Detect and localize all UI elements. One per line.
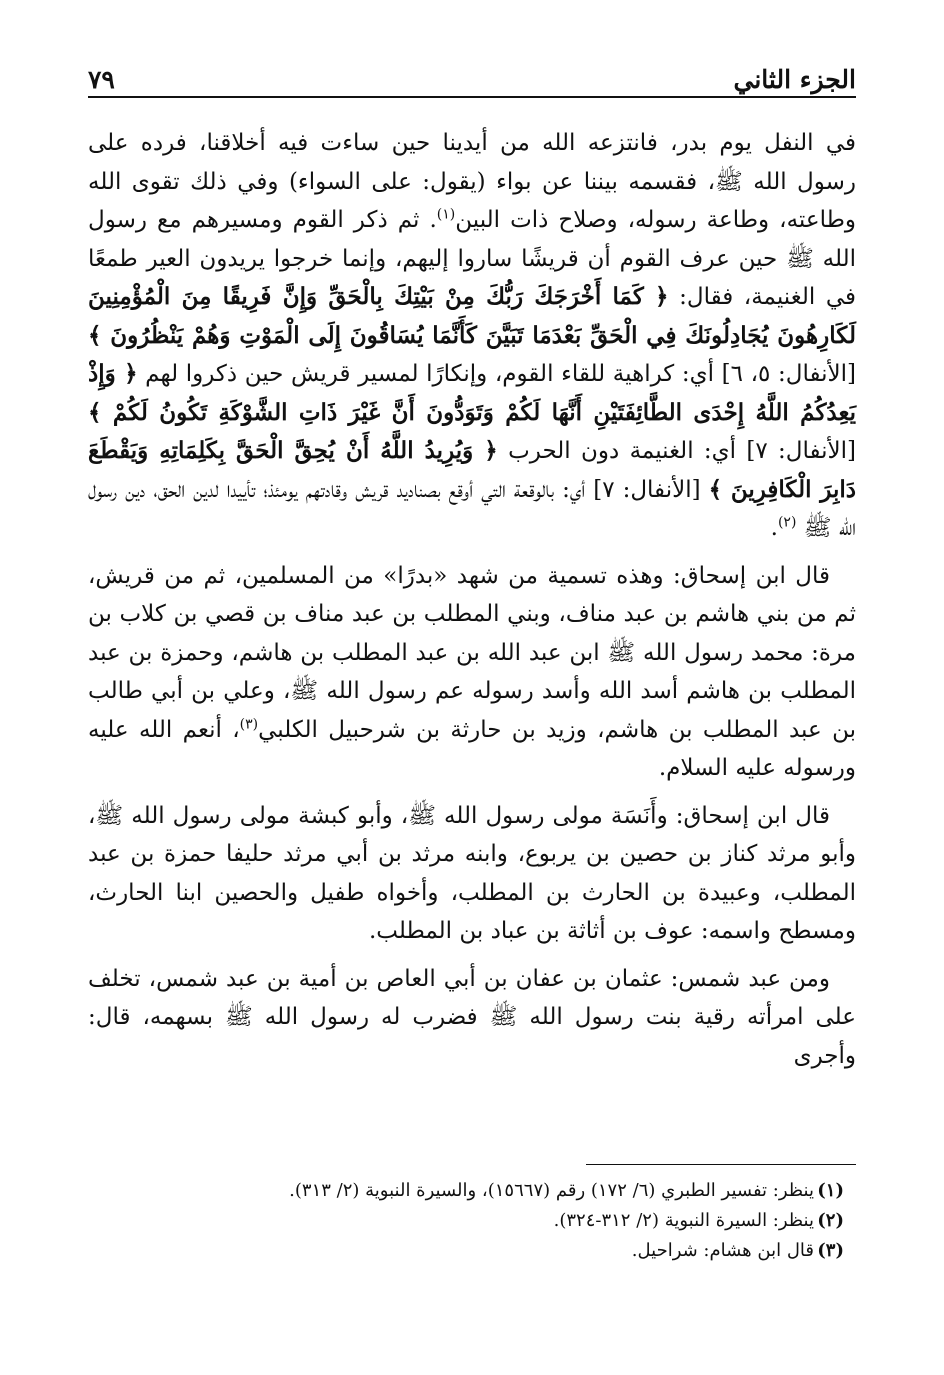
text-segment: [الأنفال: ٧] أي: بالوقعة التي أوقع بصناديد قريش وقادتهم يومئذ؛ تأييدا لدين الحق، دين رسول الله ﷺ (88, 476, 856, 541)
quran-verse: ﴿ وَإِذْ يَعِدُكُمُ اللَّهُ إِحْدَى الطَّائِفَتَيْنِ أَنَّهَا لَكُمْ وَتَوَدُّونَ أَنَّ غَيْرَ ذَاتِ الشَّوْكَةِ تَكُونُ لَكُمْ ﴾ (88, 360, 856, 426)
text-segment: قال ابن إسحاق: وأَنَسَة مولى رسول الله ﷺ، وأبو كبشة مولى رسول الله ﷺ، وأبو مرثد كناز بن حصين بن يربوع، وابنه مرثد بن أبي مرثد حليفا حمزة بن عبد المطلب، وعبيدة بن الحارث بن المطلب، وأخواه طفيل والحصين ابنا الحارث، ومسطح واسمه: عوف بن أثاثة بن عباد بن المطلب. (88, 802, 856, 944)
footnote-text: ينظر: السيرة النبوية (٢/ ٣١٢-٣٢٤). (553, 1210, 814, 1231)
page-header (88, 52, 856, 98)
running-title: الجزء الثاني (733, 65, 856, 94)
text-segment: في النفل يوم بدر، فانتزعه الله من أيدينا حين ساءت فيه أخلاقنا، فرده على رسول الله ﷺ، فقسمه بيننا عن بواء (يقول: على السواء) وفي ذلك تقوى الله وطاعته، وطاعة رسوله، وصلاح ذات البين (88, 130, 857, 233)
page-number: ٧٩ (88, 65, 115, 94)
footnote-number: (١) (817, 1180, 844, 1201)
footnotes (88, 1176, 844, 1266)
quran-verse: ﴿ كَمَا أَخْرَجَكَ رَبُّكَ مِنْ بَيْتِكَ بِالْحَقِّ وَإِنَّ فَرِيقًا مِنَ الْمُؤْمِنِينَ لَكَارِهُونَ يُجَادِلُونَكَ فِي الْحَقِّ بَعْدَمَا تَبَيَّنَ كَأَنَّمَا يُسَاقُونَ إِلَى الْمَوْتِ وَهُمْ يَنْظُرُونَ ﴾ (88, 283, 856, 349)
paragraph (88, 124, 856, 548)
footnote-text: ينظر: تفسير الطبري (٦/ ١٧٢) رقم (١٥٦٦٧)، والسيرة النبوية (٢/ ٣١٣). (289, 1180, 814, 1201)
footnote-marker: (١) (436, 206, 456, 223)
text-segment: [الأنفال: ٥، ٦] أي: كراهية للقاء القوم، وإنكارًا لمسير قريش حين ذكروا لهم (137, 361, 857, 387)
footnote-number: (٢) (817, 1210, 844, 1231)
footnote-marker: (٣) (239, 715, 259, 732)
paragraph (88, 557, 856, 788)
footnote (88, 1236, 844, 1266)
footnote-text: قال ابن هشام: شراحيل. (631, 1240, 814, 1261)
text-segment: ، أنعم الله عليه ورسوله عليه السلام. (88, 716, 856, 781)
text-segment: [الأنفال: ٧] أي: الغنيمة دون الحرب (497, 438, 857, 464)
footnote-separator (586, 1164, 856, 1165)
footnote-marker: (٢) (777, 514, 797, 531)
main-text (88, 124, 856, 1084)
text-segment: قال ابن إسحاق: وهذه تسمية من شهد «بدرًا» من المسلمين، ثم من قريش، ثم من بني هاشم بن عبد مناف، وبني المطلب بن عبد مناف بن قصي بن كلاب بن مرة: محمد رسول الله ﷺ ابن عبد الله بن عبد المطلب بن هاشم، وحمزة بن عبد المطلب بن هاشم أسد الله وأسد رسوله عم رسول الله ﷺ، وعلي بن أبي طالب بن عبد المطلب بن هاشم، وزيد بن حارثة بن شرحبيل الكلبي (88, 562, 856, 743)
paragraph (88, 797, 856, 951)
footnote (88, 1176, 844, 1206)
text-segment: . (770, 515, 778, 541)
text-segment: ومن عبد شمس: عثمان بن عفان بن أبي العاص بن أمية بن عبد شمس، تخلف على امرأته رقية بنت رسول الله ﷺ فضرب له رسول الله ﷺ بسهمه، قال: وأجرى (88, 965, 856, 1069)
footnote-number: (٣) (817, 1240, 844, 1261)
text-segment: . ثم ذكر القوم ومسيرهم مع رسول الله ﷺ حين عرف القوم أن قريشًا ساروا إليهم، وإنما خرجوا يريدون العير طمعًا في الغنيمة، فقال: (88, 207, 856, 310)
paragraph (88, 960, 856, 1076)
footnote (88, 1206, 844, 1236)
quran-verse: ﴿ وَيُرِيدُ اللَّهُ أَنْ يُحِقَّ الْحَقَّ بِكَلِمَاتِهِ وَيَقْطَعَ دَابِرَ الْكَافِرِينَ ﴾ (88, 437, 856, 503)
